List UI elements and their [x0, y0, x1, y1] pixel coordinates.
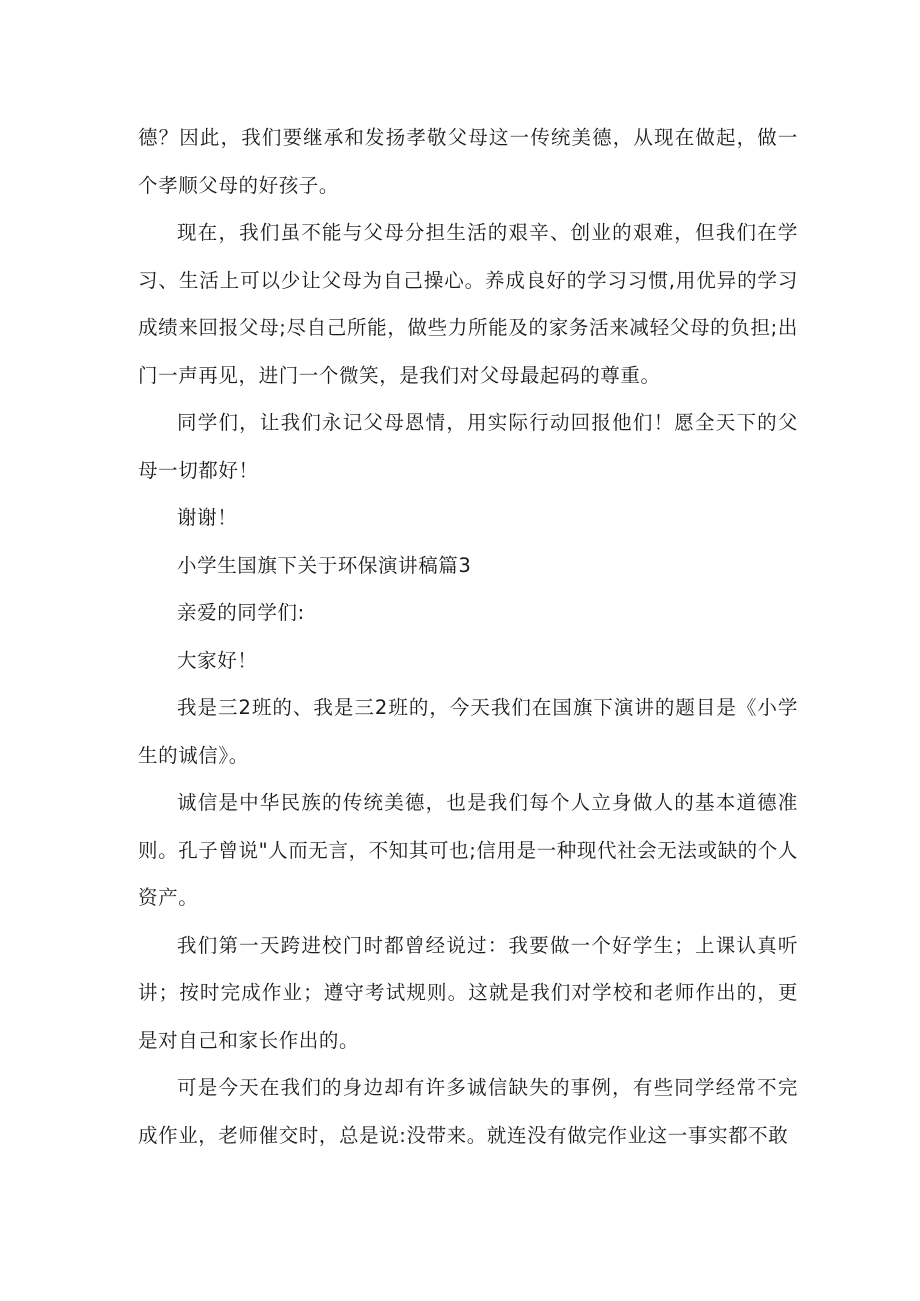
paragraph-4: 谢谢！	[177, 506, 238, 529]
paragraph-10: 我们第一天跨进校门时都曾经说过：我要做一个好学生；上课认真听讲；按时完成作业；遵守考试规则。这就是我们对学校和老师作出的，更是对自己和家长作出的。	[138, 933, 798, 1052]
paragraph-1: 德？因此，我们要继承和发扬孝敬父母这一传统美德，从现在做起，做一个孝顺父母的好孩子。	[138, 126, 798, 197]
paragraph-8: 我是三2班的、我是三2班的，今天我们在国旗下演讲的题目是《小学生的诚信》。	[138, 696, 798, 767]
section-heading: 小学生国旗下关于环保演讲稿篇3	[177, 553, 472, 577]
paragraph-11: 可是今天在我们的身边却有许多诚信缺失的事例，有些同学经常不完成作业，老师催交时，总是说:没带来。就连没有做完作业这一事实都不敢	[138, 1076, 798, 1147]
paragraph-9: 诚信是中华民族的传统美德，也是我们每个人立身做人的基本道德准则。孔子曾说"人而无言，不知其可也;信用是一种现代社会无法或缺的个人资产。	[138, 791, 798, 909]
paragraph-3: 同学们，让我们永记父母恩情，用实际行动回报他们！愿全天下的父母一切都好！	[138, 411, 798, 482]
paragraph-2: 现在，我们虽不能与父母分担生活的艰辛、创业的艰难，但我们在学习、生活上可以少让父母为自己操心。养成良好的学习习惯,用优异的学习成绩来回报父母;尽自己所能，做些力所能及的家务活来减轻父母的负担;出门一声再见，进门一个微笑，是我们对父母最起码的尊重。	[138, 221, 798, 387]
greeting: 大家好！	[177, 648, 258, 672]
salutation: 亲爱的同学们:	[177, 601, 305, 624]
document-body	[138, 114, 798, 1159]
